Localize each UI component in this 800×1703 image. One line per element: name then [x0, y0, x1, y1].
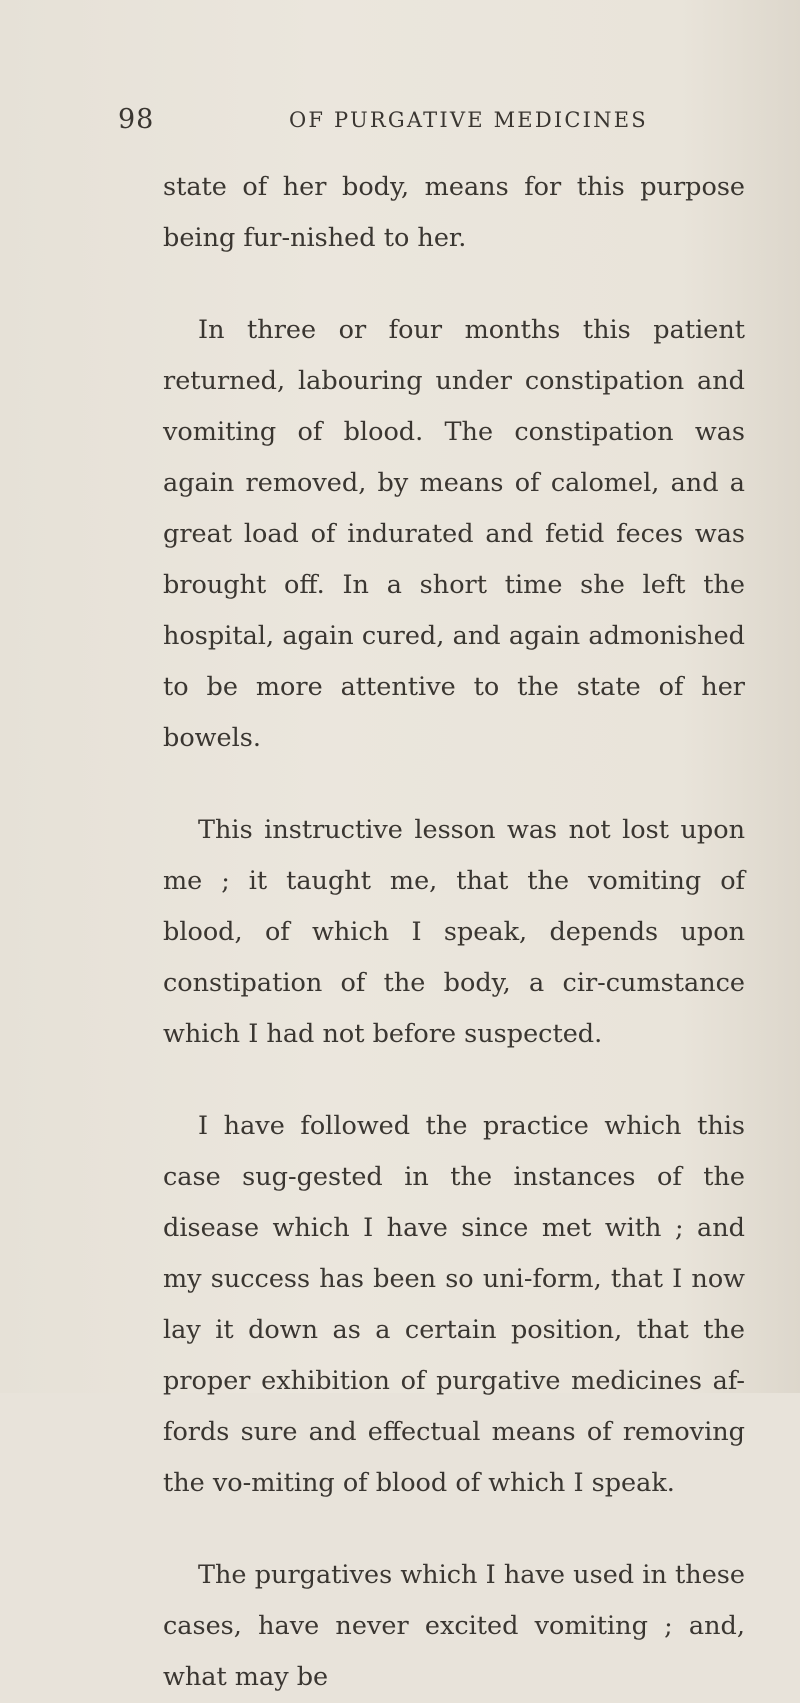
- paragraph-patient-returned: In three or four months this patient returned, labouring under constipation and vomiting of blood. The constipation was again removed, by means of calomel, and a great load of indurated and fetid feces was brought off. In a short time she left the hospital, again cured, and again admonished to be more attentive to the state of her bowels.: [163, 315, 745, 753]
- body-text: [163, 162, 745, 1703]
- running-head: [118, 104, 738, 140]
- running-title: OF PURGATIVE MEDICINES: [289, 108, 648, 132]
- paragraph-continuation: state of her body, means for this purpose being fur-nished to her.: [163, 172, 745, 253]
- paragraph-practice-followed: I have followed the practice which this case sug-gested in the instances of the disease which I have since met with ; and my success has been so uni-form, that I now lay it down as a certain position, that the proper exhibition of purgative medicines af-fords sure and effectual means of removing the vo-miting of blood of which I speak.: [163, 1111, 745, 1498]
- paragraph-instructive-lesson: This instructive lesson was not lost upon me ; it taught me, that the vomiting of blood, of which I speak, depends upon constipation of the body, a cir-cumstance which I had not before suspected.: [163, 815, 745, 1049]
- page-number: 98: [118, 104, 155, 135]
- paragraph-purgatives-used: The purgatives which I have used in these cases, have never excited vomiting ; and, what may be: [163, 1560, 745, 1692]
